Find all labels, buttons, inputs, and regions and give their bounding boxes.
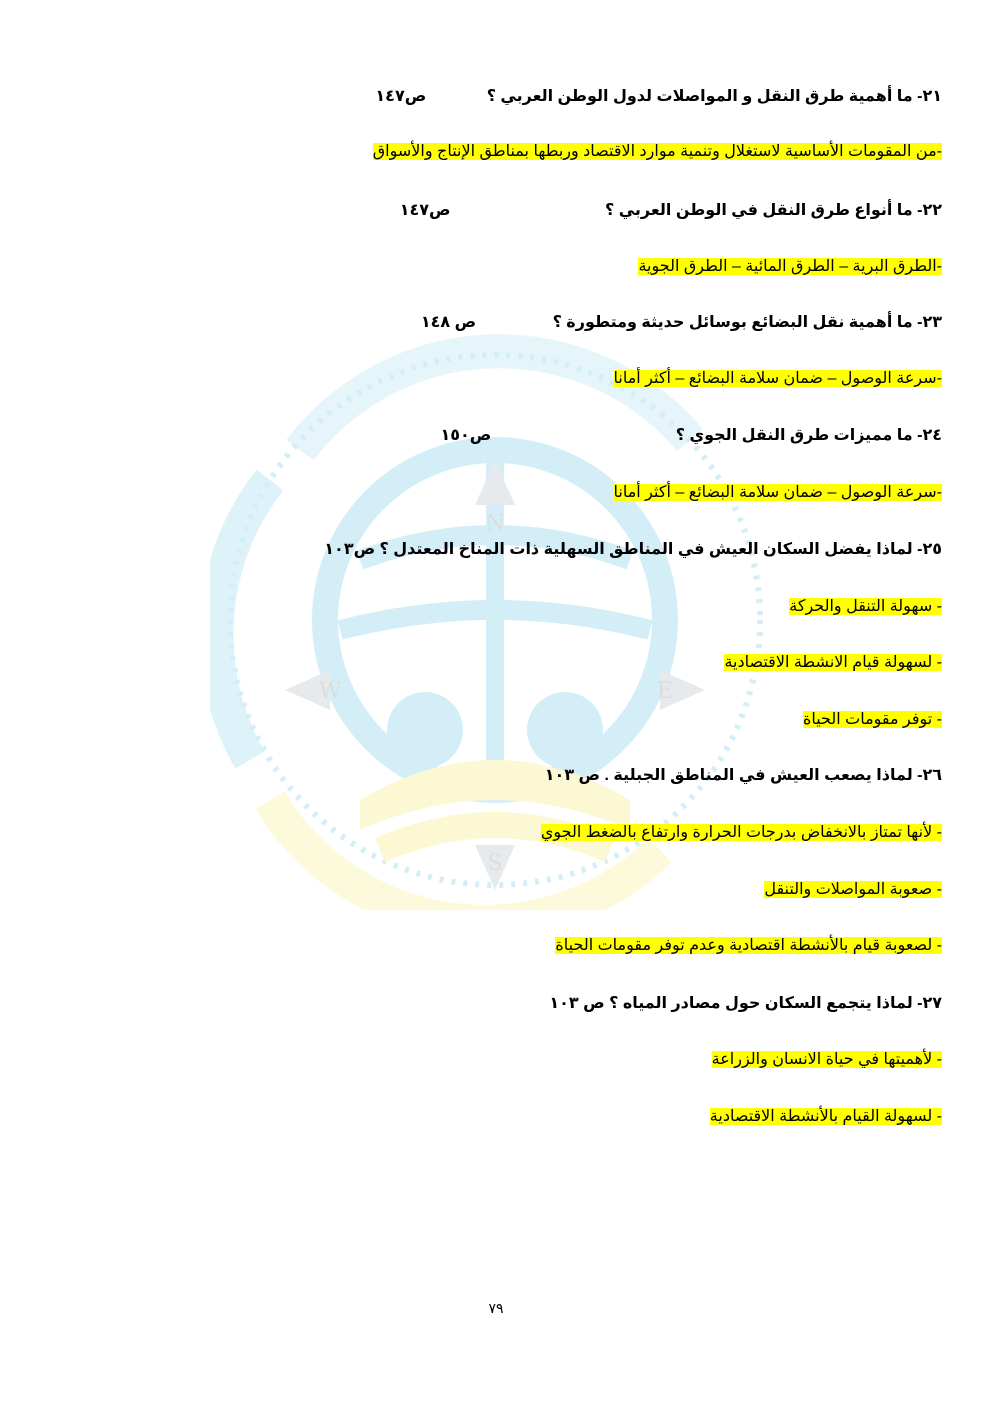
answer-21 (373, 141, 942, 161)
question-25 (324, 539, 942, 559)
question-27-text: ٢٧- لماذا يتجمع السكان حول مصادر المياه ؟ ص ١٠٣ (549, 995, 942, 1012)
answer-25-item-2-text: - لسهولة قيام الانشطة الاقتصادية (724, 654, 942, 671)
answer-27-item-1 (712, 1049, 942, 1069)
compass-n-label: N (485, 511, 505, 536)
question-22-page: ص١٤٧ (399, 202, 451, 219)
answer-25-item-3-text: - توفر مقومات الحياة (802, 711, 942, 728)
answer-22 (638, 256, 942, 276)
question-24-page: ص١٥٠ (440, 427, 492, 444)
question-24-text: ٢٤- ما مميزات طرق النقل الجوي ؟ (675, 427, 942, 444)
compass-e-label: E (656, 679, 674, 704)
question-22 (400, 200, 942, 220)
question-21-page: ص١٤٧ (375, 88, 427, 105)
answer-27-item-2 (710, 1106, 942, 1126)
answer-26-item-1-text: - لأنها تمتاز بالانخفاض بدرجات الحرارة وارتفاع بالضغط الجوي (540, 824, 942, 841)
question-21 (375, 86, 942, 106)
answer-26-item-1 (541, 822, 942, 842)
question-23-page: ص ١٤٨ (420, 314, 477, 331)
answer-25-item-2 (724, 652, 942, 672)
compass-south-arrow (475, 845, 515, 890)
question-23 (421, 312, 942, 332)
answer-22-text: -الطرق البرية – الطرق المائية – الطرق الجوية (638, 258, 942, 275)
question-27 (549, 993, 942, 1013)
answer-25-item-1-text: - سهولة التنقل والحركة (789, 598, 942, 615)
page-number: ٧٩ (488, 1300, 504, 1316)
answer-24-text: -سرعة الوصول – ضمان سلامة البضائع – أكثر أمانا (613, 484, 942, 501)
answer-26-item-2 (764, 879, 942, 899)
question-25-text: ٢٥- لماذا يفضل السكان العيش في المناطق السهلية ذات المناخ المعتدل ؟ ص١٠٣ (324, 541, 942, 558)
answer-23 (614, 368, 942, 388)
question-22-text: ٢٢- ما أنواع طرق النقل في الوطن العربي ؟ (604, 202, 942, 219)
compass-east-arrow (660, 670, 705, 710)
answer-24 (614, 482, 942, 502)
compass-w-label: W (318, 679, 342, 704)
compass-north-arrow (475, 460, 515, 505)
answer-23-text: -سرعة الوصول – ضمان سلامة البضائع – أكثر أمانا (613, 370, 942, 387)
question-26 (545, 765, 942, 785)
question-26-text: ٢٦- لماذا يصعب العيش في المناطق الجبلية . ص ١٠٣ (544, 767, 942, 784)
answer-26-item-3-text: - لصعوبة قيام بالأنشطة اقتصادية وعدم توفر مقومات الحياة (555, 937, 942, 954)
compass-west-arrow (285, 670, 330, 710)
answer-27-item-1-text: - لأهميتها في حياة الانسان والزراعة (711, 1051, 942, 1068)
answer-27-item-2-text: - لسهولة القيام بالأنشطة الاقتصادية (709, 1108, 942, 1125)
answer-26-item-3 (555, 935, 942, 955)
answer-21-text: -من المقومات الأساسية لاستغلال وتنمية موارد الاقتصاد وربطها بمناطق الإنتاج والأسواق (372, 143, 942, 160)
answer-26-item-2-text: - صعوبة المواصلات والتنقل (764, 881, 942, 898)
answer-25-item-1 (789, 596, 942, 616)
answer-25-item-3 (803, 709, 942, 729)
question-21-text: ٢١- ما أهمية طرق النقل و المواصلات لدول الوطن العربي ؟ (486, 88, 942, 105)
question-23-text: ٢٣- ما أهمية نقل البضائع بوسائل حديثة ومتطورة ؟ (552, 314, 942, 331)
compass-s-label: S (487, 851, 503, 876)
question-24 (440, 425, 942, 445)
